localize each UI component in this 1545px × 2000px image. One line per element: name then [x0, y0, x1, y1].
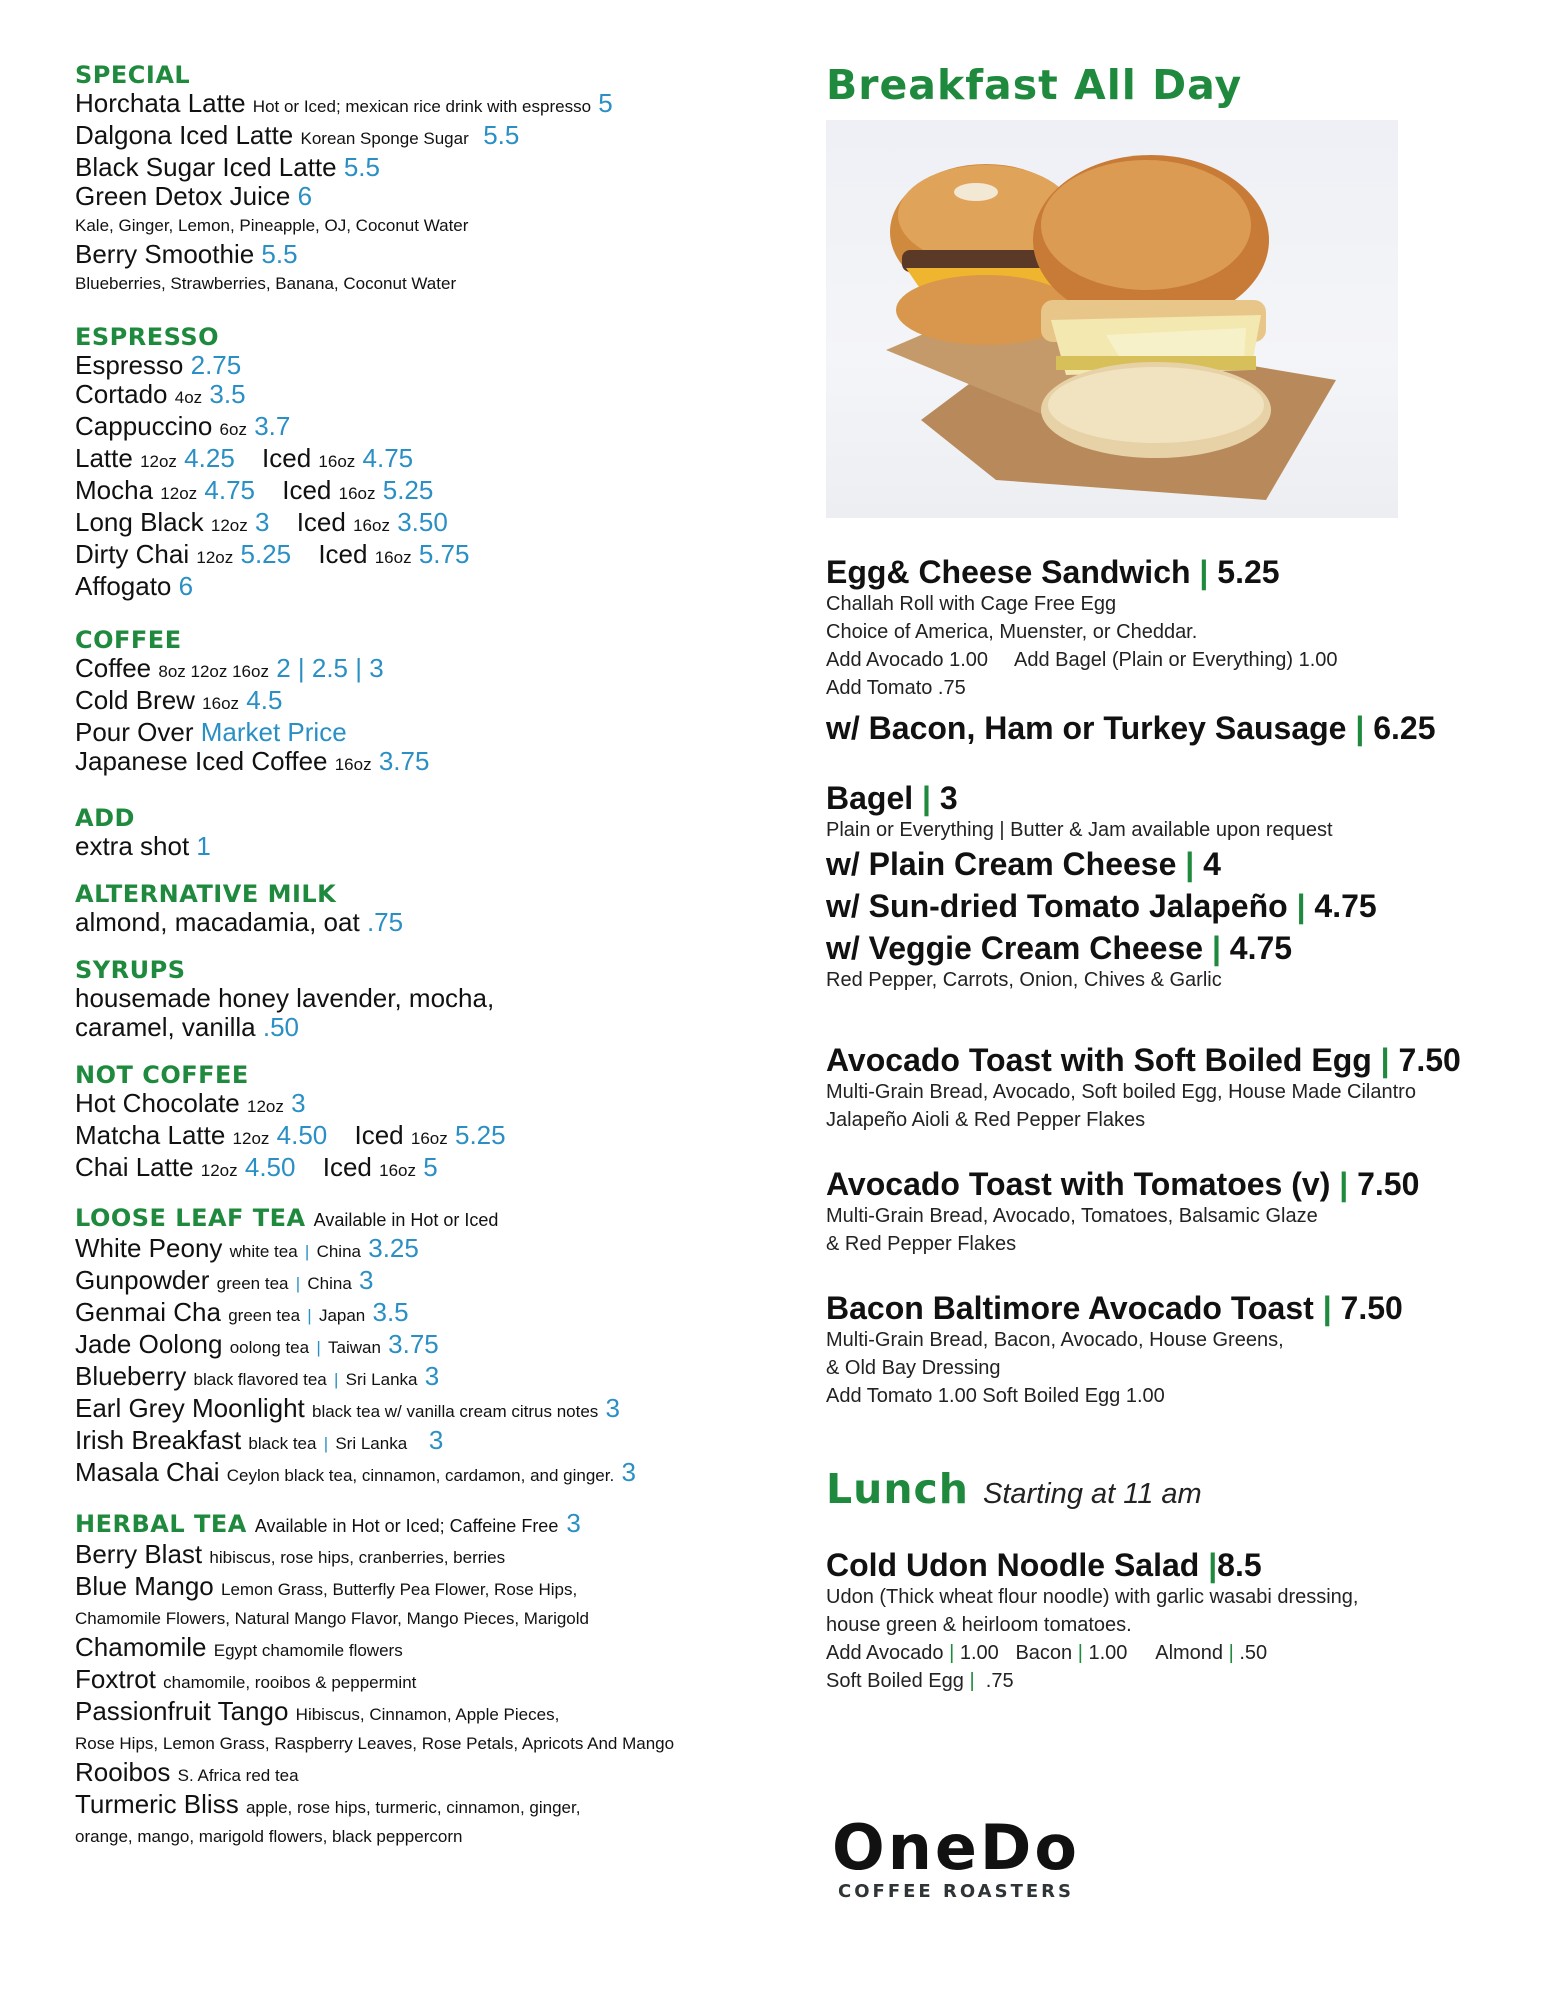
item-type: black tea — [248, 1434, 317, 1453]
heading-text: HERBAL TEA — [75, 1510, 247, 1538]
item-desc-berry: Blueberries, Strawberries, Banana, Coconut Water — [75, 274, 457, 293]
item-hot-chocolate — [75, 1089, 775, 1121]
item-size: 6oz — [219, 420, 247, 439]
iced-label: Iced — [296, 507, 346, 537]
item-price: 3.75 — [388, 1329, 439, 1359]
menu-item-bagel: Bagel | 3 — [826, 780, 958, 816]
item-price: 3.5 — [209, 379, 246, 409]
item-type: green tea — [228, 1306, 301, 1325]
item-price: 4.5 — [246, 685, 283, 715]
item-desc-line: Udon (Thick wheat flour noodle) with garlic wasabi dressing, — [826, 1586, 1359, 1608]
section-heading-syrups: SYRUPS — [75, 956, 186, 984]
brand-wordmark: OneDo — [832, 1811, 1080, 1884]
menu-item-bagel-plain-cream-cheese: w/ Plain Cream Cheese | 4 — [826, 846, 1221, 882]
item-name: Espresso — [75, 350, 184, 380]
item-price: 3.5 — [372, 1297, 409, 1327]
heading-text: LOOSE LEAF TEA — [75, 1204, 306, 1232]
item-name: Black Sugar Iced Latte — [75, 152, 337, 182]
item-price: 4.75 — [1314, 888, 1377, 924]
item-gunpowder: Gunpowder green tea | China 3 — [75, 1265, 374, 1295]
menu-item-bacon-baltimore: Bacon Baltimore Avocado Toast | 7.50 — [826, 1290, 1403, 1326]
item-size: 12oz — [232, 1129, 270, 1148]
item-matcha-latte — [75, 1121, 775, 1153]
item-price: 3 — [939, 780, 958, 816]
item-extra-shot — [75, 832, 775, 861]
item-price: 3 — [291, 1088, 306, 1118]
item-affogato — [75, 572, 775, 601]
item-name: Jade Oolong — [75, 1329, 223, 1359]
item-title: Egg& Cheese Sandwich — [826, 554, 1191, 590]
menu-item-avocado-toast-tomatoes: Avocado Toast with Tomatoes (v) | 7.50 — [826, 1166, 1420, 1202]
item-type: green tea — [216, 1274, 289, 1293]
iced-label: Iced — [318, 539, 368, 569]
item-berry-smoothie — [75, 240, 775, 269]
item-origin: China — [316, 1242, 361, 1261]
food-column — [826, 58, 1526, 1695]
item-size: 12oz — [160, 484, 198, 503]
item-origin: China — [307, 1274, 352, 1293]
item-name: almond, macadamia, oat — [75, 907, 360, 937]
item-origin: Sri Lanka — [335, 1434, 408, 1453]
section-heading-breakfast: Breakfast All Day — [826, 61, 1243, 109]
item-white-peony: White Peony white tea | China 3.25 — [75, 1233, 419, 1263]
iced-price: 5.25 — [382, 475, 434, 505]
heading-text: Lunch — [826, 1465, 969, 1513]
addon-avocado: Add Avocado 1.00 — [826, 649, 988, 671]
item-price: 5.25 — [1217, 554, 1280, 590]
item-price: 1 — [196, 831, 211, 861]
item-price: 3 — [621, 1457, 636, 1487]
iced-label: Iced — [322, 1152, 372, 1182]
item-title: w/ Sun-dried Tomato Jalapeño — [826, 888, 1288, 924]
item-name: Chamomile — [75, 1632, 207, 1662]
section-heading-espresso: ESPRESSO — [75, 323, 220, 351]
item-name: Gunpowder — [75, 1265, 210, 1295]
item-size: 12oz — [196, 548, 234, 567]
item-earl-grey — [75, 1394, 775, 1426]
addon-label: Add Avocado — [826, 1642, 944, 1664]
item-name: Genmai Cha — [75, 1297, 221, 1327]
item-size: 12oz — [140, 452, 177, 471]
item-name: White Peony — [75, 1233, 223, 1263]
item-desc-line: Multi-Grain Bread, Bacon, Avocado, House Greens, — [826, 1329, 1284, 1351]
iced-label: Iced — [282, 475, 332, 505]
heading-note: Available in Hot or Iced; Caffeine Free — [254, 1516, 559, 1536]
item-price: 5.5 — [343, 152, 380, 182]
item-desc: S. Africa red tea — [177, 1766, 299, 1785]
item-name: Long Black — [75, 507, 204, 537]
section-heading-loose-leaf-tea — [75, 1205, 775, 1234]
item-price: 3 — [424, 1361, 440, 1391]
item-desc-line: Challah Roll with Cage Free Egg — [826, 593, 1117, 615]
item-price: .75 — [366, 907, 404, 937]
item-price: 4.75 — [204, 475, 255, 505]
item-addons-line — [826, 646, 1526, 674]
item-blueberry: Blueberry black flavored tea | Sri Lanka 3 — [75, 1361, 440, 1391]
addon-price: .50 — [1239, 1642, 1268, 1664]
item-syrups-line2 — [75, 1013, 775, 1042]
item-addons-line: Add Avocado | 1.00 Bacon | 1.00 Almond | .50 — [826, 1642, 1268, 1664]
heading-note: Available in Hot or Iced — [313, 1210, 499, 1230]
iced-size: 16oz — [318, 452, 356, 471]
item-horchata-latte — [75, 89, 775, 121]
item-mocha — [75, 476, 775, 508]
item-price: 2 | 2.5 | 3 — [276, 653, 384, 683]
menu-item-bagel-sundried: w/ Sun-dried Tomato Jalapeño | 4.75 — [826, 888, 1377, 924]
heading-subtitle: Starting at 11 am — [983, 1478, 1202, 1510]
item-name: Passionfruit Tango — [75, 1696, 289, 1726]
addon-label: Almond — [1155, 1642, 1224, 1664]
item-foxtrot — [75, 1665, 775, 1697]
drinks-column — [75, 62, 775, 1851]
iced-price: 4.75 — [362, 443, 414, 473]
section-heading-alt-milk: ALTERNATIVE MILK — [75, 880, 337, 908]
item-price: 7.50 — [1398, 1042, 1461, 1078]
item-jade-oolong: Jade Oolong oolong tea | Taiwan 3.75 — [75, 1329, 439, 1359]
item-addons-line: Soft Boiled Egg | .75 — [826, 1670, 1014, 1692]
addon-price: .75 — [985, 1670, 1014, 1692]
menu-item-egg-cheese-meat: w/ Bacon, Ham or Turkey Sausage | 6.25 — [826, 710, 1436, 746]
item-japanese-iced — [75, 747, 775, 779]
item-black-sugar — [75, 153, 775, 182]
item-dalgona — [75, 121, 775, 153]
item-price: 5.5 — [261, 239, 298, 269]
menu-item-bagel-veggie: w/ Veggie Cream Cheese | 4.75 — [826, 930, 1293, 966]
iced-size: 16oz — [338, 484, 376, 503]
item-desc: Hibiscus, Cinnamon, Apple Pieces, — [295, 1705, 560, 1724]
item-name: Turmeric Bliss — [75, 1789, 239, 1819]
section-heading-coffee: COFFEE — [75, 626, 182, 654]
item-size: 8oz 12oz 16oz — [158, 662, 269, 681]
item-price: 6 — [178, 571, 194, 601]
addon-price: 1.00 — [1088, 1642, 1128, 1664]
item-desc: apple, rose hips, turmeric, cinnamon, ginger, — [245, 1798, 581, 1817]
item-chamomile — [75, 1633, 775, 1665]
item-name: Chai Latte — [75, 1152, 194, 1182]
item-size: 12oz — [247, 1097, 284, 1116]
item-desc-line: Jalapeño Aioli & Red Pepper Flakes — [826, 1109, 1146, 1131]
item-coffee — [75, 654, 775, 686]
iced-size: 16oz — [374, 548, 412, 567]
menu-item-cold-udon: Cold Udon Noodle Salad |8.5 — [826, 1547, 1262, 1583]
item-desc-passionfruit-2: Rose Hips, Lemon Grass, Raspberry Leaves, Rose Petals, Apricots And Mango — [75, 1734, 675, 1753]
item-latte — [75, 444, 775, 476]
item-size: 16oz — [334, 755, 372, 774]
item-desc-line: & Old Bay Dressing — [826, 1357, 1001, 1379]
item-name: Berry Smoothie — [75, 239, 255, 269]
item-desc-line: Multi-Grain Bread, Avocado, Soft boiled Egg, House Made Cilantro — [826, 1081, 1416, 1103]
item-price: 8.5 — [1217, 1547, 1262, 1583]
item-dirty-chai — [75, 540, 775, 572]
brand-tagline: COFFEE ROASTERS — [838, 1881, 1074, 1902]
item-size: 16oz — [202, 694, 240, 713]
item-price: 4 — [1203, 846, 1221, 882]
item-origin: Japan — [318, 1306, 366, 1325]
item-blue-mango — [75, 1572, 775, 1604]
item-name: Pour Over — [75, 717, 194, 747]
item-price: 3 — [255, 507, 270, 537]
addon-label: Bacon — [1015, 1642, 1073, 1664]
item-price: 5.5 — [483, 120, 520, 150]
iced-size: 16oz — [353, 516, 390, 535]
item-title: Avocado Toast with Soft Boiled Egg — [826, 1042, 1372, 1078]
item-title: Bacon Baltimore Avocado Toast — [826, 1290, 1314, 1326]
item-name: Dalgona Iced Latte — [75, 120, 294, 150]
section-heading-lunch — [826, 1462, 1526, 1521]
item-long-black — [75, 508, 775, 540]
item-price: 6.25 — [1373, 710, 1436, 746]
item-alt-milk — [75, 908, 775, 937]
item-irish-breakfast: Irish Breakfast black tea | Sri Lanka 3 — [75, 1425, 444, 1455]
item-title: Bagel — [826, 780, 914, 816]
item-name: Masala Chai — [75, 1457, 220, 1487]
item-price: 5 — [598, 88, 613, 118]
addon-label: Soft Boiled Egg — [826, 1670, 970, 1692]
item-desc-line: Red Pepper, Carrots, Onion, Chives & Garlic — [826, 969, 1222, 991]
item-price: 3 — [359, 1265, 374, 1295]
item-price: 2.75 — [190, 350, 242, 380]
item-desc-line: Choice of America, Muenster, or Cheddar. — [826, 621, 1198, 643]
iced-label: Iced — [262, 443, 312, 473]
item-price: 3 — [605, 1393, 620, 1423]
item-type: oolong tea — [229, 1338, 310, 1357]
item-name: Latte — [75, 443, 133, 473]
iced-size: 16oz — [410, 1129, 448, 1148]
item-price: 3.75 — [378, 746, 430, 776]
item-desc: Ceylon black tea, cinnamon, cardamon, and ginger. — [226, 1466, 615, 1485]
item-name: Matcha Latte — [75, 1120, 226, 1150]
item-price: 7.50 — [1340, 1290, 1403, 1326]
item-desc: Lemon Grass, Butterfly Pea Flower, Rose Hips, — [221, 1580, 578, 1599]
iced-label: Iced — [354, 1120, 404, 1150]
item-price: 4.75 — [1229, 930, 1293, 966]
item-desc-line: Multi-Grain Bread, Avocado, Tomatoes, Balsamic Glaze — [826, 1205, 1318, 1227]
iced-price: 5 — [423, 1152, 438, 1182]
item-espresso — [75, 351, 775, 380]
item-desc: black tea w/ vanilla cream citrus notes — [312, 1402, 599, 1421]
item-title: Avocado Toast with Tomatoes (v) — [826, 1166, 1331, 1202]
item-addons-line: Add Tomato 1.00 Soft Boiled Egg 1.00 — [826, 1385, 1165, 1407]
item-passionfruit-tango — [75, 1697, 775, 1729]
item-size: 12oz — [200, 1161, 238, 1180]
sandwich-photo — [826, 120, 1398, 518]
heading-price: 3 — [566, 1508, 581, 1538]
item-name: Mocha — [75, 475, 154, 505]
item-price: Market Price — [200, 717, 347, 747]
item-origin: Taiwan — [327, 1338, 381, 1357]
item-desc-line: & Red Pepper Flakes — [826, 1233, 1017, 1255]
item-desc: Hot or Iced; mexican rice drink with espresso — [252, 97, 592, 116]
item-syrups-line1: housemade honey lavender, mocha, — [75, 983, 495, 1013]
iced-price: 5.75 — [418, 539, 470, 569]
item-title: Cold Udon Noodle Salad — [826, 1547, 1209, 1583]
item-name: Cappuccino — [75, 411, 213, 441]
item-desc-detox: Kale, Ginger, Lemon, Pineapple, OJ, Coconut Water — [75, 216, 469, 235]
item-turmeric-bliss — [75, 1790, 775, 1822]
section-heading-add: ADD — [75, 804, 135, 832]
item-name: Rooibos — [75, 1757, 171, 1787]
menu-item-avocado-toast-egg: Avocado Toast with Soft Boiled Egg | 7.50 — [826, 1042, 1461, 1078]
item-price: 4.50 — [276, 1120, 328, 1150]
item-name: Horchata Latte — [75, 88, 246, 118]
item-desc-line: house green & heirloom tomatoes. — [826, 1614, 1132, 1636]
item-name: Cold Brew — [75, 685, 195, 715]
item-title: w/ Veggie Cream Cheese — [826, 930, 1212, 966]
item-desc-line: Plain or Everything | Butter & Jam available upon request — [826, 819, 1333, 841]
section-heading-herbal-tea — [75, 1510, 775, 1540]
item-masala-chai — [75, 1458, 775, 1490]
item-name: Hot Chocolate — [75, 1088, 240, 1118]
menu-item-egg-cheese-sandwich: Egg& Cheese Sandwich | 5.25 — [826, 554, 1280, 590]
item-desc: Korean Sponge Sugar — [300, 129, 469, 148]
item-name: Irish Breakfast — [75, 1425, 242, 1455]
item-genmai-cha: Genmai Cha green tea | Japan 3.5 — [75, 1297, 409, 1327]
item-name: Japanese Iced Coffee — [75, 746, 328, 776]
item-desc-turmeric-2: orange, mango, marigold flowers, black peppercorn — [75, 1827, 463, 1846]
item-size: 4oz — [174, 388, 203, 407]
item-name: Affogato — [75, 571, 172, 601]
sandwich-illustration — [826, 120, 1398, 518]
item-cappuccino — [75, 412, 775, 444]
item-name: Blueberry — [75, 1361, 187, 1391]
item-origin: Sri Lanka — [345, 1370, 418, 1389]
iced-price: 3.50 — [397, 507, 448, 537]
section-heading-not-coffee: NOT COFFEE — [75, 1061, 249, 1089]
item-name: caramel, vanilla — [75, 1012, 256, 1042]
item-price: 6 — [297, 181, 313, 211]
item-cortado — [75, 380, 775, 412]
item-pour-over — [75, 718, 775, 747]
item-name: Cortado — [75, 379, 168, 409]
item-title: w/ Plain Cream Cheese — [826, 846, 1177, 882]
item-price: 3.25 — [368, 1233, 419, 1263]
item-cold-brew — [75, 686, 775, 718]
item-type: black flavored tea — [193, 1370, 327, 1389]
item-green-detox — [75, 182, 775, 211]
item-name: Green Detox Juice — [75, 181, 291, 211]
item-chai-latte — [75, 1153, 775, 1185]
item-name: extra shot — [75, 831, 190, 861]
item-desc-blue-mango-2: Chamomile Flowers, Natural Mango Flavor, Mango Pieces, Marigold — [75, 1609, 589, 1628]
item-type: white tea — [229, 1242, 298, 1261]
item-desc: hibiscus, rose hips, cranberries, berries — [209, 1548, 506, 1567]
brand-logo — [826, 1811, 1086, 1902]
item-desc: Egypt chamomile flowers — [213, 1641, 403, 1660]
item-price: .50 — [262, 1012, 300, 1042]
item-berry-blast — [75, 1540, 775, 1572]
addon-tomato: Add Tomato .75 — [826, 677, 966, 699]
addon-price: 1.00 — [959, 1642, 999, 1664]
item-name: Coffee — [75, 653, 152, 683]
item-name: Earl Grey Moonlight — [75, 1393, 305, 1423]
item-price: 3 — [428, 1425, 444, 1455]
item-desc: chamomile, rooibos & peppermint — [163, 1673, 417, 1692]
iced-size: 16oz — [379, 1161, 416, 1180]
item-name: Berry Blast — [75, 1539, 203, 1569]
item-name: Foxtrot — [75, 1664, 156, 1694]
section-heading-special: SPECIAL — [75, 61, 191, 89]
item-price: 3.7 — [254, 411, 291, 441]
item-name: Dirty Chai — [75, 539, 190, 569]
iced-price: 5.25 — [455, 1120, 506, 1150]
item-price: 4.25 — [184, 443, 235, 473]
item-rooibos — [75, 1758, 775, 1790]
item-price: 7.50 — [1357, 1166, 1420, 1202]
item-size: 12oz — [210, 516, 248, 535]
item-name: Blue Mango — [75, 1571, 214, 1601]
item-price: 5.25 — [240, 539, 292, 569]
item-title: w/ Bacon, Ham or Turkey Sausage — [826, 710, 1347, 746]
addon-bagel: Add Bagel (Plain or Everything) 1.00 — [1014, 649, 1338, 671]
item-price: 4.50 — [244, 1152, 296, 1182]
